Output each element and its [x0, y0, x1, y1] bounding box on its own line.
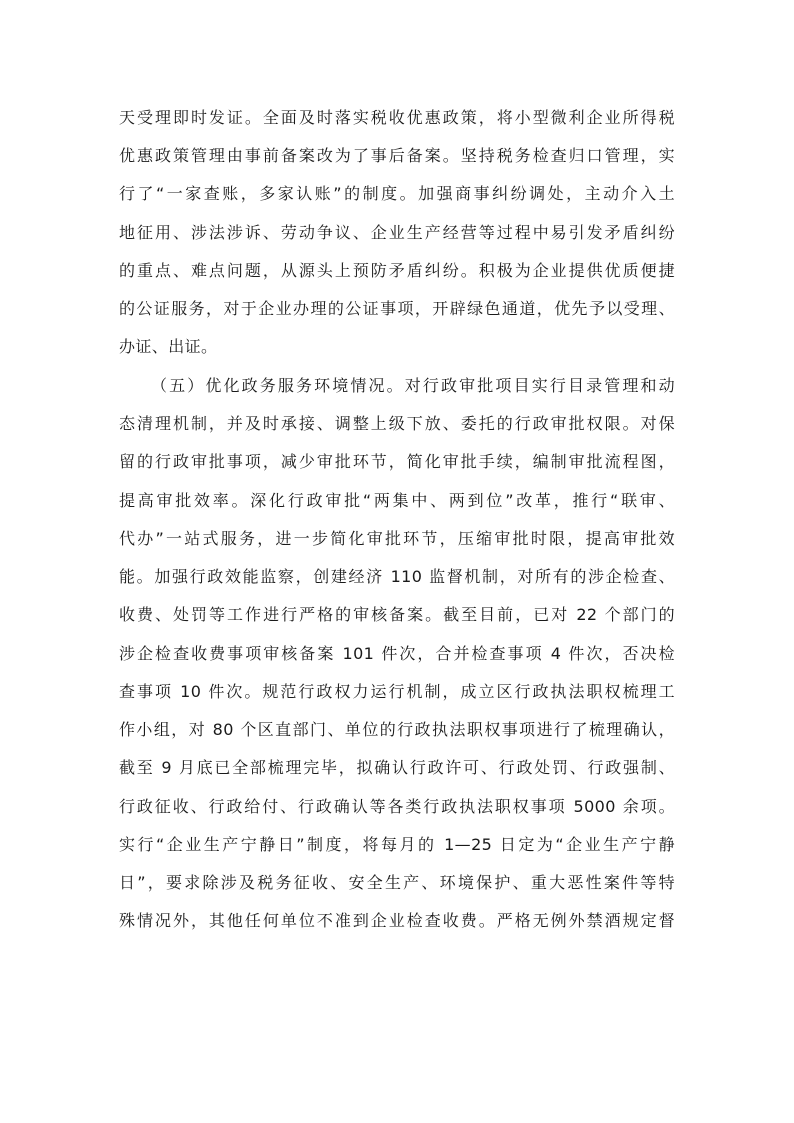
text-line: 日”，要求除涉及税务征收、安全生产、环境保护、重大恶性案件等特	[119, 873, 675, 892]
text-line: 作小组，对 80 个区直部门、单位的行政执法职权事项进行了梳理确认，	[119, 720, 675, 739]
text-line: 态清理机制，并及时承接、调整上级下放、委托的行政审批权限。对保	[119, 414, 675, 433]
text-line: 查事项 10 件次。规范行政权力运行机制，成立区行政执法职权梳理工	[119, 682, 675, 701]
text-line: 收费、处罚等工作进行严格的审核备案。截至目前，已对 22 个部门的	[119, 605, 675, 624]
text-line: 提高审批效率。深化行政审批“两集中、两到位”改革，推行“联审、	[119, 491, 675, 510]
text-line: 的公证服务，对于企业办理的公证事项，开辟绿色通道，优先予以受理、	[119, 299, 675, 318]
text-line: 行政征收、行政给付、行政确认等各类行政执法职权事项 5000 余项。	[119, 797, 675, 816]
text-line: 地征用、涉法涉诉、劳动争议、企业生产经营等过程中易引发矛盾纠纷	[119, 223, 675, 242]
text-line: 实行“企业生产宁静日”制度，将每月的 1—25 日定为“企业生产宁静	[119, 835, 675, 854]
text-line: 代办”一站式服务，进一步简化审批环节，压缩审批时限，提高审批效	[119, 529, 675, 548]
text-line: 行了“一家查账，多家认账”的制度。加强商事纠纷调处，主动介入土	[119, 184, 675, 203]
text-line: 的重点、难点问题，从源头上预防矛盾纠纷。积极为企业提供优质便捷	[119, 261, 675, 280]
text-line: 截至 9 月底已全部梳理完毕，拟确认行政许可、行政处罚、行政强制、	[119, 758, 675, 777]
section-heading-line: （五）优化政务服务环境情况。对行政审批项目实行目录管理和动	[151, 376, 675, 395]
text-line: 优惠政策管理由事前备案改为了事后备案。坚持税务检查归口管理，实	[119, 146, 675, 165]
text-line: 能。加强行政效能监察，创建经济 110 监督机制，对所有的涉企检查、	[119, 567, 675, 586]
text-line: 涉企检查收费事项审核备案 101 件次，合并检查事项 4 件次，否决检	[119, 644, 675, 663]
text-line: 天受理即时发证。全面及时落实税收优惠政策，将小型微利企业所得税	[119, 108, 675, 127]
text-line: 留的行政审批事项，减少审批环节，简化审批手续，编制审批流程图，	[119, 452, 675, 471]
text-line: 办证、出证。	[119, 337, 218, 356]
text-line: 殊情况外，其他任何单位不准到企业检查收费。严格无例外禁酒规定督	[119, 911, 675, 930]
